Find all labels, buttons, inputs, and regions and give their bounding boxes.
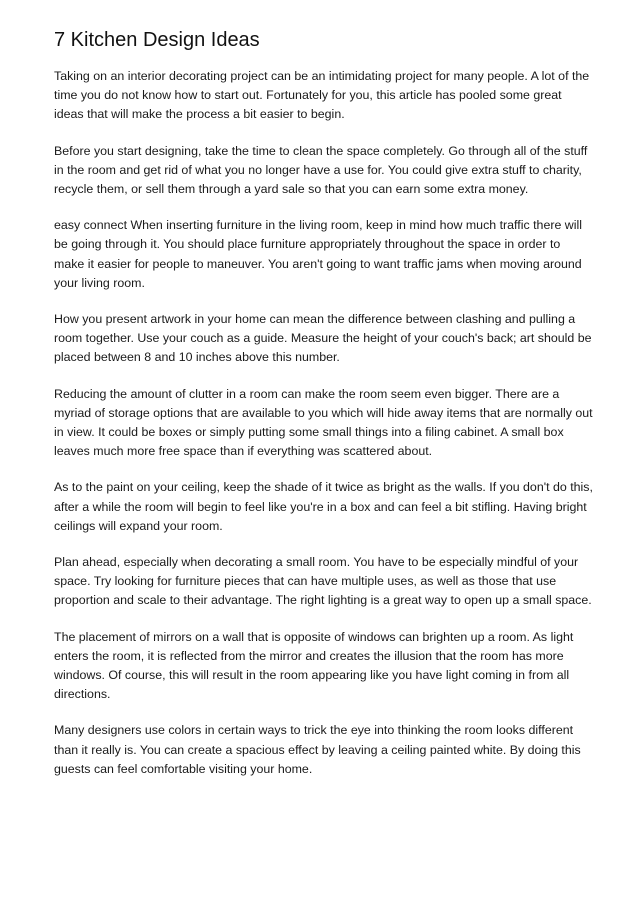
paragraph-8: The placement of mirrors on a wall that is opposite of windows can brighten up a room. As light enters the room, it is reflected from the mirror and creates the illusion that the room has more windows. Of course, this will result in the room appearing like you have light coming in from all directions.	[54, 629, 574, 702]
paragraph-4: How you present artwork in your home can mean the difference between clashing and pulling a room together. Use your couch as a guide. Measure the height of your couch's back; art should be placed between 8 and 10 inches above this number.	[54, 312, 592, 365]
document-page	[54, 26, 594, 796]
paragraph-7: Plan ahead, especially when decorating a small room. You have to be especially mindful of your space. Try looking for furniture pieces that can have multiple uses, as well as those that use proportion and scale to their advantage. The right lighting is a great way to open up a small space.	[54, 555, 592, 608]
document-title: 7 Kitchen Design Ideas	[54, 29, 260, 51]
paragraph-1: Taking on an interior decorating project can be an intimidating project for many people. A lot of the time you do not know how to start out. Fortunately for you, this article has pooled some great ideas that will make the process a bit easier to begin.	[54, 69, 590, 122]
paragraph-9: Many designers use colors in certain ways to trick the eye into thinking the room looks different than it really is. You can create a spacious effect by leaving a ceiling painted white. By doing this guests can feel comfortable visiting your home.	[54, 723, 581, 776]
paragraph-6: As to the paint on your ceiling, keep the shade of it twice as bright as the walls. If you don't do this, after a while the room will begin to feel like you're in a box and can feel a bit stifling. Having bright ceilings will expand your room.	[54, 480, 593, 533]
paragraph-2: Before you start designing, take the time to clean the space completely. Go through all of the stuff in the room and get rid of what you no longer have a use for. You could give extra stuff to charity, recycle them, or sell them through a yard sale so that you can earn some extra money.	[54, 143, 588, 197]
paragraph-3: easy connect When inserting furniture in the living room, keep in mind how much traffic there will be going through it. You should place furniture appropriately throughout the space in order to make it easier for people to maneuver. You aren't going to want traffic jams when moving around your living room.	[54, 218, 582, 290]
paragraph-5: Reducing the amount of clutter in a room can make the room seem even bigger. There are a myriad of storage options that are available to you which will hide away items that are normally out in view. It could be boxes or simply putting some small things into a filing cabinet. A small box leaves much more free space than if everything was scattered about.	[54, 386, 593, 459]
